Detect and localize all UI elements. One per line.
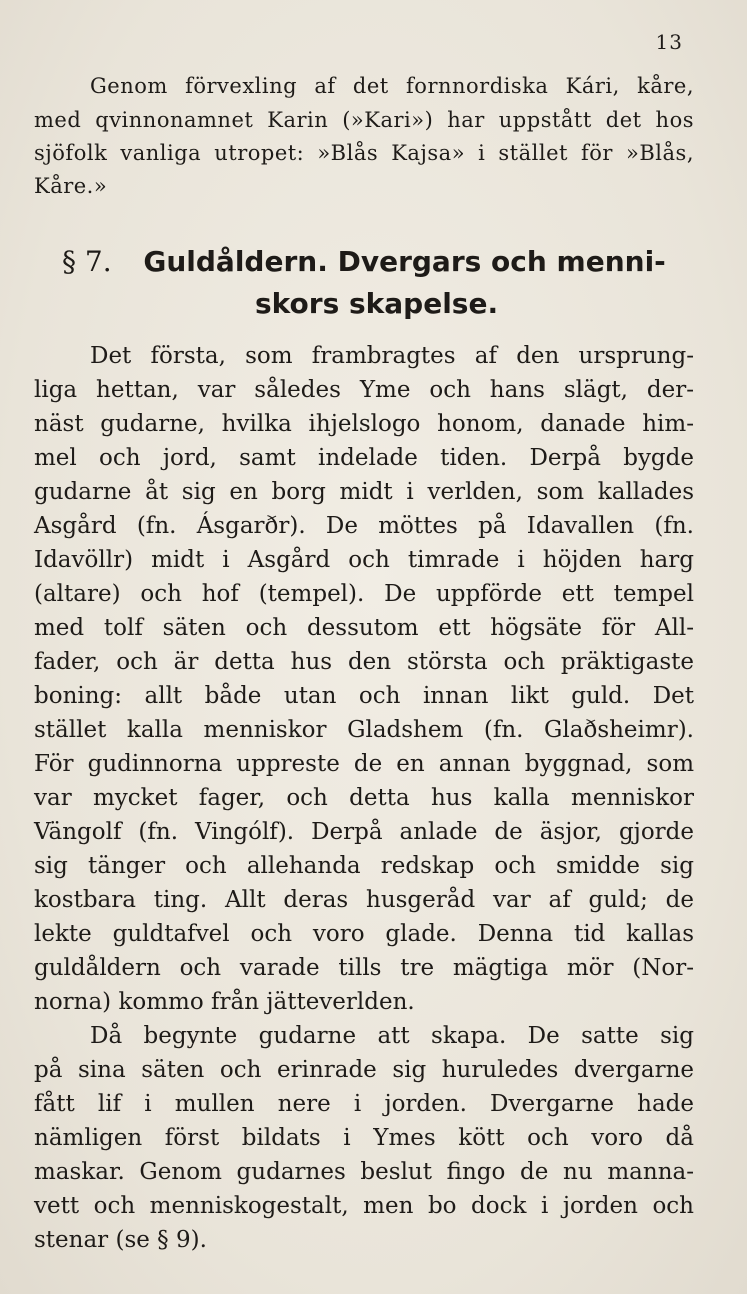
section-heading (62, 244, 672, 280)
body-line: var mycket fager, och detta hus kalla menniskor (34, 785, 694, 811)
body-line: näst gudarne, hvilka ihjelslogo honom, danade him- (34, 411, 694, 437)
body-line: Asgård (fn. Ásgarðr). De möttes på Idavallen (fn. (34, 513, 694, 539)
body-line: Det första, som frambragtes af den ursprung- (90, 343, 694, 369)
section-title: Guldåldern. Dvergars och menni- (143, 245, 666, 278)
body-line: norna) kommo från jätteverlden. (34, 989, 415, 1015)
preamble-line: Kåre.» (34, 174, 108, 198)
body-line: Vängolf (fn. Vingólf). Derpå anlade de äsjor, gjorde (34, 819, 694, 845)
preamble-line: med qvinnonamnet Karin (»Kari») har uppstått det hos (34, 108, 694, 132)
body-line: stället kalla menniskor Gladshem (fn. Glaðsheimr). (34, 717, 694, 743)
page-number: 13 (655, 30, 683, 54)
body-line: med tolf säten och dessutom ett högsäte för All- (34, 615, 694, 641)
body-line: fader, och är detta hus den största och präktigaste (34, 649, 694, 675)
section-number: § 7. (62, 245, 112, 278)
body-line: gudarne åt sig en borg midt i verlden, som kallades (34, 479, 694, 505)
body-line: mel och jord, samt indelade tiden. Derpå bygde (34, 445, 694, 471)
preamble-line: sjöfolk vanliga utropet: »Blås Kajsa» i stället för »Blås, (34, 141, 694, 165)
body-line: nämligen först bildats i Ymes kött och voro då (34, 1125, 694, 1151)
body-line: (altare) och hof (tempel). De uppförde ett tempel (34, 581, 694, 607)
body-line: sig tänger och allehanda redskap och smidde sig (34, 853, 694, 879)
body-line: vett och menniskogestalt, men bo dock i jorden och (34, 1193, 694, 1219)
body-line: boning: allt både utan och innan likt guld. Det (34, 683, 694, 709)
body-line: fått lif i mullen nere i jorden. Dvergarne hade (34, 1091, 694, 1117)
body-line: lekte guldtafvel och voro glade. Denna tid kallas (34, 921, 694, 947)
preamble-line: Genom förvexling af det fornnordiska Kári, kåre, (90, 74, 694, 98)
body-line: För gudinnorna uppreste de en annan byggnad, som (34, 751, 694, 777)
body-line: liga hettan, var således Yme och hans slägt, der- (34, 377, 694, 403)
body-line: på sina säten och erinrade sig huruledes dvergarne (34, 1057, 694, 1083)
body-line: Då begynte gudarne att skapa. De satte sig (90, 1023, 694, 1049)
body-line: kostbara ting. Allt deras husgeråd var af guld; de (34, 887, 694, 913)
section-title-continued: skors skapelse. (255, 287, 499, 320)
body-line: maskar. Genom gudarnes beslut fingo de nu manna- (34, 1159, 694, 1185)
body-line: guldåldern och varade tills tre mägtiga mör (Nor- (34, 955, 694, 981)
body-line: stenar (se § 9). (34, 1227, 207, 1253)
body-line: Idavöllr) midt i Asgård och timrade i höjden harg (34, 547, 694, 573)
